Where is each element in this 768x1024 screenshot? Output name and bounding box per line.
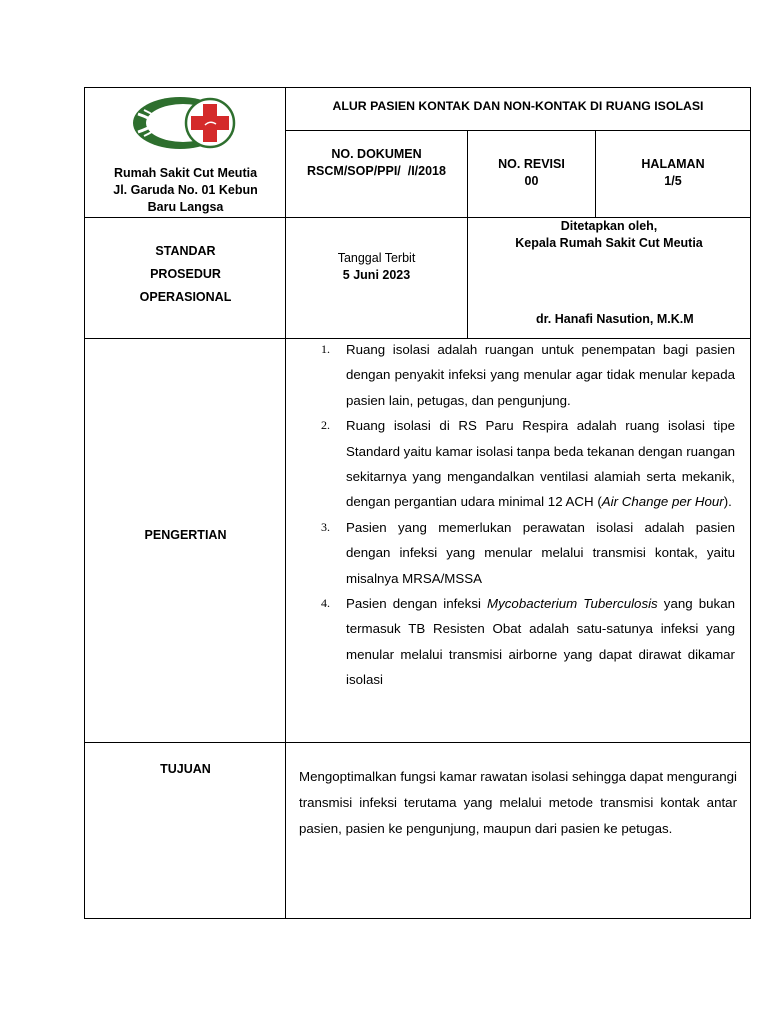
sop-label-line3: OPERASIONAL — [139, 290, 232, 304]
list-text: Pasien dengan infeksi — [346, 596, 488, 612]
hospital-address-line2: Baru Langsa — [147, 200, 224, 214]
document-title: ALUR PASIEN KONTAK DAN NON-KONTAK DI RUANG ISOLASI — [332, 99, 704, 113]
hospital-logo — [130, 94, 236, 152]
page-label: HALAMAN — [641, 157, 705, 171]
issue-date-value: 5 Juni 2023 — [342, 268, 411, 282]
list-text: Ruang isolasi di RS Paru Respira adalah ruang isolasi tipe Standard yaitu kamar isolasi tanpa beda tekanan dengan ruangan sekitarnya yang mengandalkan ventilasi alamiah serta mekanik, dengan pergantian udara minimal 12 ACH ( — [346, 418, 735, 510]
tujuan-label: TUJUAN — [160, 762, 211, 776]
pengertian-item — [318, 413, 735, 515]
column-divider — [285, 87, 286, 919]
pengertian-list — [318, 337, 735, 693]
revision-value: 00 — [524, 174, 539, 188]
list-number: 4. — [321, 596, 330, 611]
issue-date-label: Tanggal Terbit — [337, 251, 416, 265]
sop-label-line2: PROSEDUR — [150, 267, 221, 281]
list-text: Ruang isolasi adalah ruangan untuk penempatan bagi pasien dengan penyakit infeksi yang menular agar tidak menular kepada pasien lain, petugas, dan pengunjung. — [346, 342, 735, 408]
pengertian-label: PENGERTIAN — [144, 528, 227, 542]
doc-number-label: NO. DOKUMEN — [331, 147, 422, 161]
list-number: 1. — [321, 342, 330, 356]
tujuan-text: Mengoptimalkan fungsi kamar rawatan isolasi sehingga dapat mengurangi transmisi infeksi terutama yang melalui metode transmisi kontak antar pasien, pasien ke pengunjung, maupun dari pasien ke petugas. — [299, 769, 737, 836]
established-position: Kepala Rumah Sakit Cut Meutia — [515, 236, 703, 250]
sop-label-line1: STANDAR — [155, 244, 216, 258]
table-border-left — [84, 87, 85, 919]
pengertian-divider — [84, 742, 751, 743]
table-border-right — [750, 87, 751, 919]
hospital-name: Rumah Sakit Cut Meutia — [113, 166, 258, 180]
list-text-italic: Air Change per Hour — [601, 494, 724, 510]
signatory-name: dr. Hanafi Nasution, M.K.M — [536, 312, 694, 326]
list-text: yang bukan termasuk TB Resisten Obat adalah satu-satunya infeksi yang menular melalui transmisi airborne yang dapat dirawat dikamar isolasi — [346, 596, 735, 688]
page-value: 1/5 — [664, 174, 682, 188]
list-text: Pasien yang memerlukan perawatan isolasi adalah pasien dengan infeksi yang menular melalui transmisi kontak, yaitu misalnya MRSA/MSSA — [346, 519, 735, 586]
pengertian-item — [318, 337, 735, 413]
established-by: Ditetapkan oleh, — [560, 219, 658, 233]
table-border-bottom — [84, 918, 751, 919]
list-number: 2. — [321, 418, 330, 433]
revision-label: NO. REVISI — [498, 157, 565, 171]
list-text-italic: Mycobacterium Tuberculosis — [487, 596, 658, 612]
list-number: 3. — [321, 519, 330, 534]
title-divider — [285, 130, 751, 131]
pengertian-item — [318, 515, 735, 591]
doc-number-value: RSCM/SOP/PPI/ /I/2018 — [307, 164, 446, 178]
list-text: ). — [723, 494, 732, 510]
table-border-top — [84, 87, 751, 88]
hospital-address-line1: Jl. Garuda No. 01 Kebun — [113, 183, 258, 197]
pengertian-item — [318, 591, 735, 693]
